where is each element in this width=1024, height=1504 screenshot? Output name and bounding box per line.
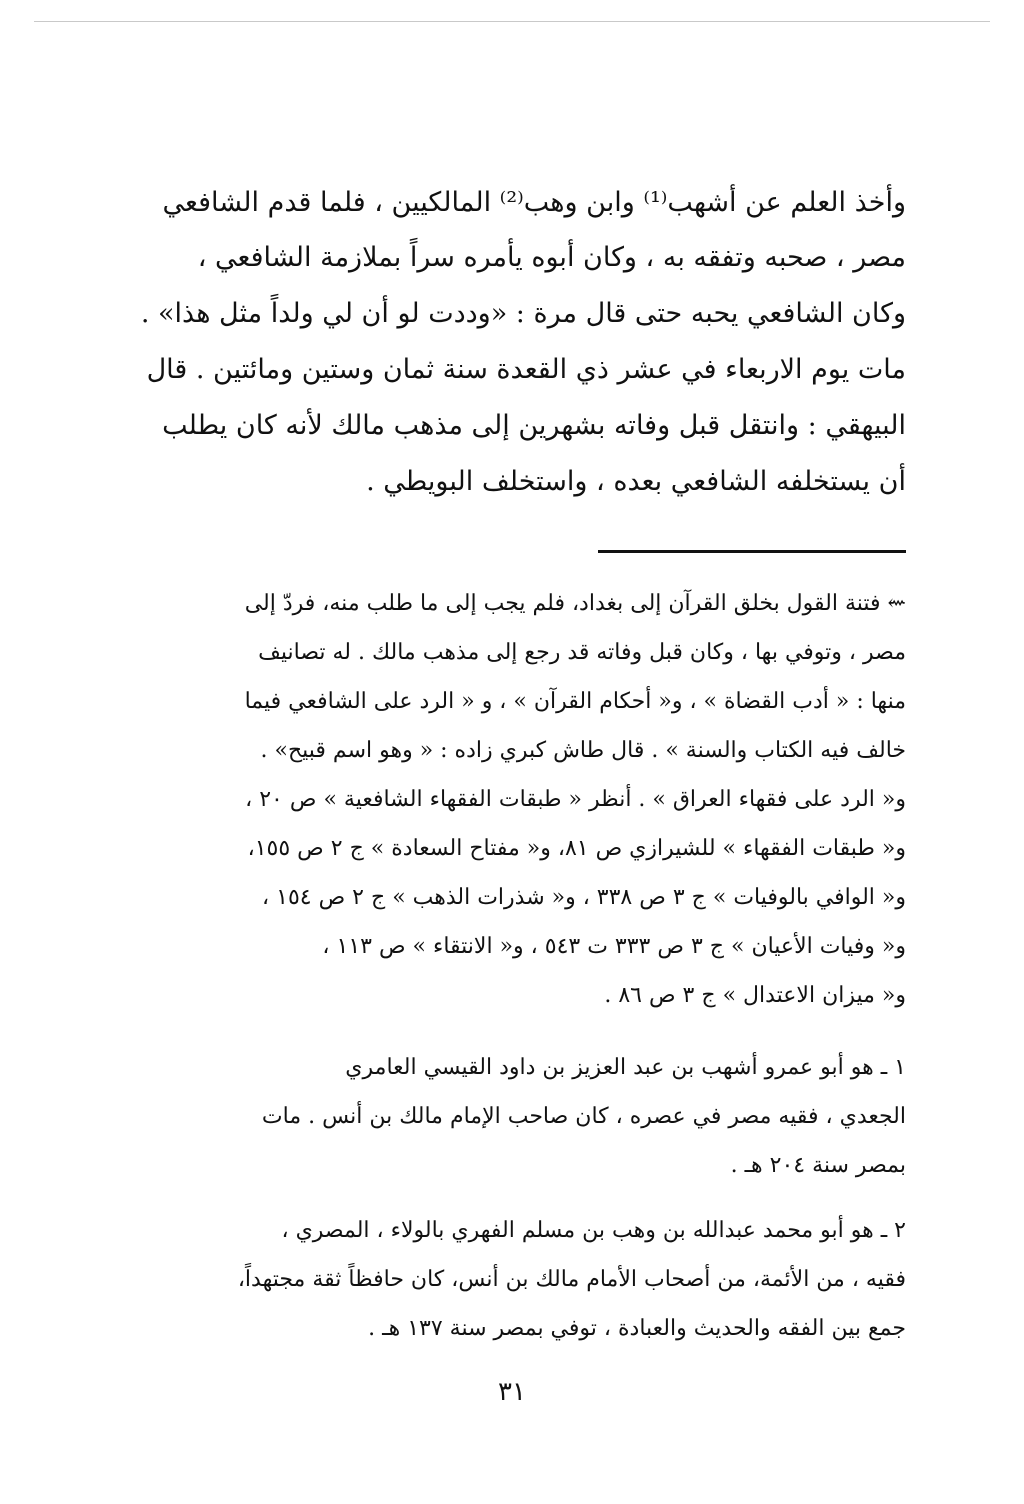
main-text-line: أن يستخلفه الشافعي بعده ، واستخلف البويطي . [366,466,906,497]
page-number: ٣١ [498,1377,526,1407]
footnote-line: و« وفيات الأعيان » ج ٣ ص ٣٣٣ ت ٥٤٣ ، و« الانتقاء » ص ١١٣ ، [322,934,906,959]
footnote-line: ١ ـ هو أبو عمرو أشهب بن عبد العزيز بن داود القيسي العامري [345,1055,906,1080]
footnote-line: ٢ ـ هو أبو محمد عبدالله بن وهب بن مسلم الفهري بالولاء ، المصري ، [281,1218,906,1243]
main-text-line: البيهقي : وانتقل قبل وفاته بشهرين إلى مذهب مالك لأنه كان يطلب [162,410,906,441]
footnote-line: مصر ، وتوفي بها ، وكان قبل وفاته قد رجع إلى مذهب مالك . له تصانيف [258,640,906,665]
footnote-line: و« الرد على فقهاء العراق » . أنظر « طبقات الفقهاء الشافعية » ص ٢٠ ، [245,787,906,812]
footnote-separator [598,550,906,553]
footnote-line: و« الوافي بالوفيات » ج ٣ ص ٣٣٨ ، و« شذرات الذهب » ج ٢ ص ١٥٤ ، [262,885,906,910]
footnote-line: و« ميزان الاعتدال » ج ٣ ص ٨٦ . [604,983,906,1008]
footnote-2 [130,1206,906,1353]
footnote-line: و« طبقات الفقهاء » للشيرازي ص ٨١، و« مفتاح السعادة » ج ٢ ص ١٥٥، [247,836,906,861]
footnote-line: فقيه ، من الأئمة، من أصحاب الأمام مالك بن أنس، كان حافظاً ثقة مجتهداً، [237,1267,906,1292]
footnote-line: جمع بين الفقه والحديث والعبادة ، توفي بمصر سنة ١٣٧ هـ . [368,1316,906,1341]
top-rule [34,21,990,22]
footnote-line: خالف فيه الكتاب والسنة » . قال طاش كبري زاده : « وهو اسم قبيح» . [260,738,906,763]
footnote-continuation [130,579,906,1020]
main-text-line: مصر ، صحبه وتفقه به ، وكان أبوه يأمره سراً بملازمة الشافعي ، [197,242,906,273]
main-text-line: وأخذ العلم عن أشهب⁽¹⁾ وابن وهب⁽²⁾ المالكيين ، فلما قدم الشافعي [162,187,906,218]
footnote-line: منها : « أدب القضاة » ، و« أحكام القرآن » ، و « الرد على الشافعي فيما [244,689,906,714]
main-paragraph [130,176,906,510]
footnote-line: الجعدي ، فقيه مصر في عصره ، كان صاحب الإمام مالك بن أنس . مات [261,1104,906,1129]
main-text-line: مات يوم الاربعاء في عشر ذي القعدة سنة ثمان وستين ومائتين . قال [146,354,906,385]
footnote-line: ⇜ فتنة القول بخلق القرآن إلى بغداد، فلم يجب إلى ما طلب منه، فردّ إلى [244,591,906,616]
footnote-line: بمصر سنة ٢٠٤ هـ . [730,1153,906,1178]
footnote-1 [130,1043,906,1190]
main-text-line: وكان الشافعي يحبه حتى قال مرة : «وددت لو أن لي ولداً مثل هذا» . [140,298,906,329]
